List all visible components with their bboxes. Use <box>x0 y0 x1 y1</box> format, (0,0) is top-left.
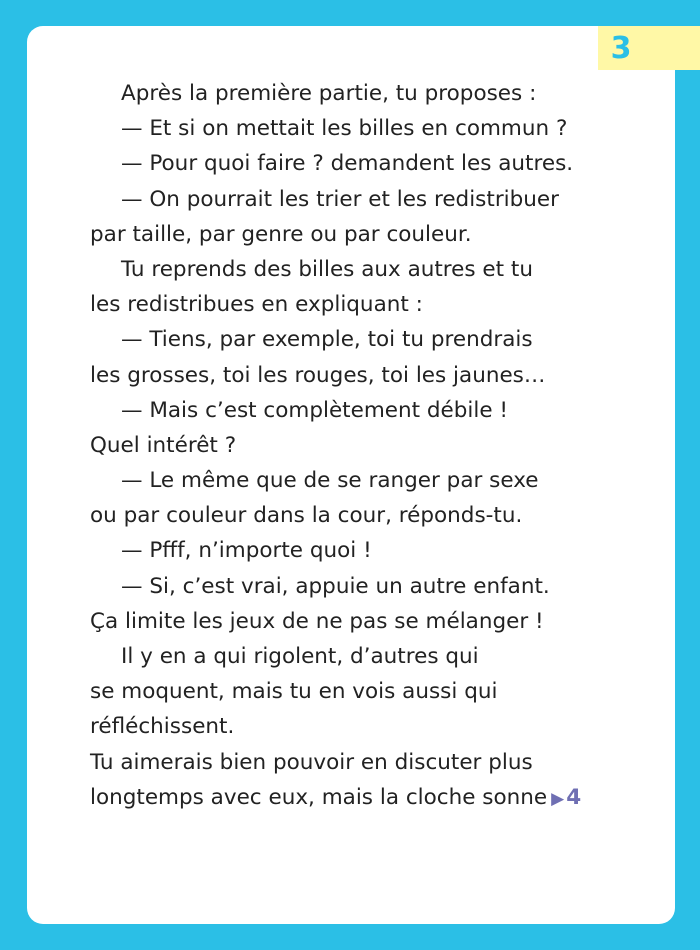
story-line: Il y en a qui rigolent, d’autres qui <box>121 644 479 669</box>
story-line: — Si, c’est vrai, appuie un autre enfant. <box>121 573 550 599</box>
story-line: — Mais c’est complètement débile ! <box>121 397 509 423</box>
story-line: longtemps avec eux, mais la cloche sonne <box>90 784 548 810</box>
story-text <box>90 76 610 815</box>
story-line: — Et si on mettait les billes en commun ? <box>121 116 568 142</box>
story-line: Quel intérêt ? <box>90 432 237 458</box>
story-line: — Tiens, par exemple, toi tu prendrais <box>121 327 533 353</box>
story-line: par taille, par genre ou par couleur. <box>90 221 472 247</box>
page-number: 3 <box>610 31 632 66</box>
next-page-number: 4 <box>566 784 582 810</box>
story-line: — On pourrait les trier et les redistribuer <box>121 186 559 212</box>
story-line: Tu reprends des billes aux autres et tu <box>121 256 533 282</box>
story-line: — Pour quoi faire ? demandent les autres. <box>121 151 574 177</box>
story-line: se moquent, mais tu en vois aussi qui <box>90 679 498 705</box>
story-line: réfléchissent. <box>90 714 235 740</box>
story-line: les grosses, toi les rouges, toi les jaunes… <box>90 362 546 388</box>
triangle-right-icon: ▶ <box>551 788 565 809</box>
story-line: Après la première partie, tu proposes : <box>121 81 537 106</box>
story-line: Tu aimerais bien pouvoir en discuter plus <box>90 749 533 775</box>
story-line: les redistribues en expliquant : <box>90 292 423 318</box>
story-line: — Pfff, n’importe quoi ! <box>121 538 372 564</box>
story-last-line <box>90 780 610 815</box>
story-line: Ça limite les jeux de ne pas se mélanger ! <box>90 608 544 634</box>
story-line: ou par couleur dans la cour, réponds-tu. <box>90 503 523 529</box>
story-line: — Le même que de se ranger par sexe <box>121 468 539 494</box>
next-page-link[interactable] <box>551 780 581 817</box>
